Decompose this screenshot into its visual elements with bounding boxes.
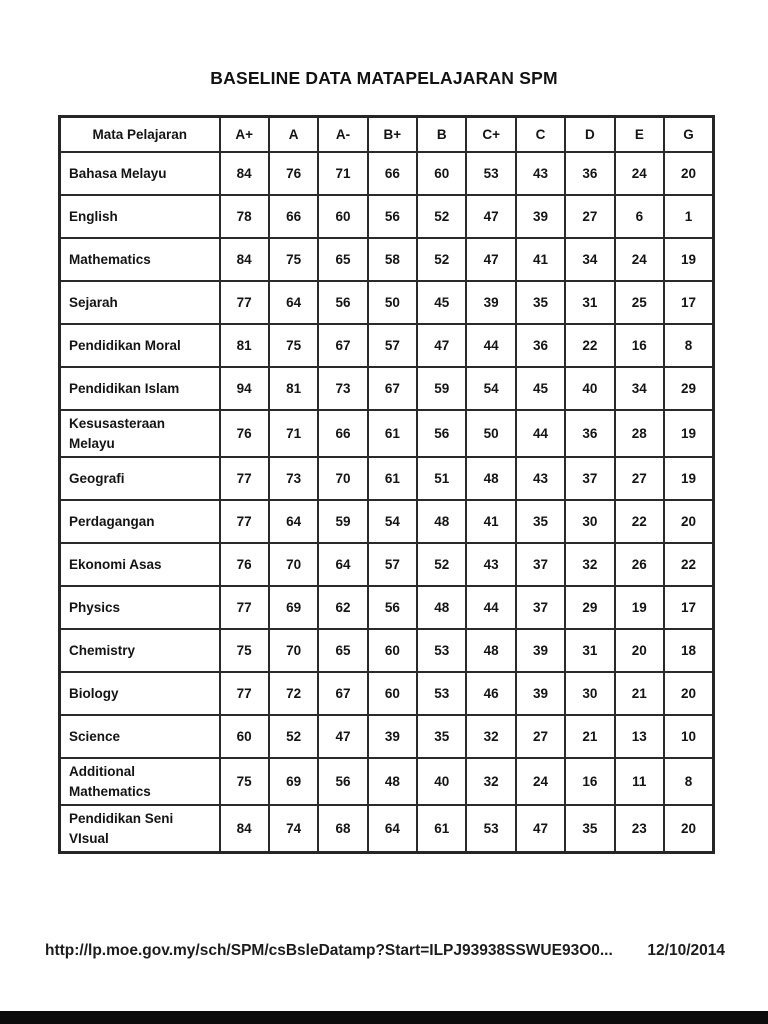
- subject-cell: Physics: [60, 586, 220, 629]
- value-cell: 24: [615, 238, 664, 281]
- value-cell: 66: [269, 195, 318, 238]
- value-cell: 78: [220, 195, 269, 238]
- grade-header-cell: A+: [220, 117, 269, 153]
- value-cell: 31: [565, 629, 614, 672]
- value-cell: 29: [664, 367, 713, 410]
- value-cell: 53: [466, 152, 515, 195]
- value-cell: 39: [368, 715, 417, 758]
- value-cell: 71: [269, 410, 318, 457]
- value-cell: 58: [368, 238, 417, 281]
- value-cell: 64: [269, 500, 318, 543]
- value-cell: 81: [269, 367, 318, 410]
- value-cell: 60: [368, 629, 417, 672]
- value-cell: 56: [318, 281, 367, 324]
- value-cell: 39: [466, 281, 515, 324]
- value-cell: 34: [565, 238, 614, 281]
- subject-cell: Mathematics: [60, 238, 220, 281]
- value-cell: 34: [615, 367, 664, 410]
- value-cell: 32: [466, 758, 515, 805]
- subject-cell: Science: [60, 715, 220, 758]
- value-cell: 18: [664, 629, 713, 672]
- value-cell: 45: [417, 281, 466, 324]
- value-cell: 54: [466, 367, 515, 410]
- subject-cell: Pendidikan Moral: [60, 324, 220, 367]
- value-cell: 35: [417, 715, 466, 758]
- value-cell: 48: [368, 758, 417, 805]
- value-cell: 23: [615, 805, 664, 853]
- value-cell: 27: [615, 457, 664, 500]
- value-cell: 84: [220, 152, 269, 195]
- value-cell: 56: [318, 758, 367, 805]
- value-cell: 31: [565, 281, 614, 324]
- value-cell: 76: [220, 410, 269, 457]
- subject-cell: Sejarah: [60, 281, 220, 324]
- value-cell: 16: [565, 758, 614, 805]
- value-cell: 50: [368, 281, 417, 324]
- subject-cell: Perdagangan: [60, 500, 220, 543]
- value-cell: 61: [417, 805, 466, 853]
- subject-cell: Pendidikan Seni VIsual: [60, 805, 220, 853]
- value-cell: 65: [318, 629, 367, 672]
- value-cell: 22: [664, 543, 713, 586]
- value-cell: 19: [664, 457, 713, 500]
- value-cell: 75: [220, 629, 269, 672]
- value-cell: 19: [664, 410, 713, 457]
- table-row: [60, 629, 714, 672]
- value-cell: 53: [466, 805, 515, 853]
- value-cell: 69: [269, 758, 318, 805]
- value-cell: 67: [318, 324, 367, 367]
- scan-edge-bar: [0, 1011, 768, 1024]
- subject-cell: Kesusasteraan Melayu: [60, 410, 220, 457]
- value-cell: 52: [417, 238, 466, 281]
- table-row: [60, 543, 714, 586]
- value-cell: 43: [516, 152, 565, 195]
- value-cell: 37: [516, 543, 565, 586]
- value-cell: 44: [516, 410, 565, 457]
- value-cell: 22: [565, 324, 614, 367]
- value-cell: 56: [368, 586, 417, 629]
- value-cell: 53: [417, 672, 466, 715]
- value-cell: 75: [269, 324, 318, 367]
- value-cell: 94: [220, 367, 269, 410]
- value-cell: 56: [368, 195, 417, 238]
- value-cell: 37: [565, 457, 614, 500]
- value-cell: 48: [466, 457, 515, 500]
- grade-header-cell: B+: [368, 117, 417, 153]
- value-cell: 54: [368, 500, 417, 543]
- value-cell: 48: [417, 586, 466, 629]
- value-cell: 41: [466, 500, 515, 543]
- value-cell: 62: [318, 586, 367, 629]
- table-row: [60, 758, 714, 805]
- value-cell: 20: [664, 152, 713, 195]
- table-row: [60, 457, 714, 500]
- value-cell: 71: [318, 152, 367, 195]
- value-cell: 64: [368, 805, 417, 853]
- value-cell: 64: [269, 281, 318, 324]
- value-cell: 29: [565, 586, 614, 629]
- value-cell: 36: [565, 410, 614, 457]
- value-cell: 27: [565, 195, 614, 238]
- value-cell: 60: [368, 672, 417, 715]
- value-cell: 60: [417, 152, 466, 195]
- table-row: [60, 805, 714, 853]
- value-cell: 39: [516, 672, 565, 715]
- subject-cell: Biology: [60, 672, 220, 715]
- value-cell: 52: [269, 715, 318, 758]
- value-cell: 21: [615, 672, 664, 715]
- value-cell: 48: [466, 629, 515, 672]
- footer-url: http://lp.moe.gov.my/sch/SPM/csBsleDatamp?Start=ILPJ93938SSWUE93O0...: [45, 942, 613, 959]
- value-cell: 77: [220, 500, 269, 543]
- value-cell: 47: [417, 324, 466, 367]
- value-cell: 8: [664, 758, 713, 805]
- value-cell: 51: [417, 457, 466, 500]
- value-cell: 57: [368, 324, 417, 367]
- value-cell: 70: [269, 629, 318, 672]
- grade-header-cell: G: [664, 117, 713, 153]
- page-title: BASELINE DATA MATAPELAJARAN SPM: [210, 68, 558, 88]
- table-header-row: [60, 117, 714, 153]
- value-cell: 59: [318, 500, 367, 543]
- grade-header-cell: C: [516, 117, 565, 153]
- value-cell: 35: [565, 805, 614, 853]
- page-footer: [45, 942, 725, 960]
- value-cell: 36: [565, 152, 614, 195]
- value-cell: 24: [615, 152, 664, 195]
- value-cell: 39: [516, 195, 565, 238]
- value-cell: 68: [318, 805, 367, 853]
- value-cell: 22: [615, 500, 664, 543]
- value-cell: 67: [318, 672, 367, 715]
- value-cell: 13: [615, 715, 664, 758]
- value-cell: 47: [466, 195, 515, 238]
- value-cell: 47: [516, 805, 565, 853]
- value-cell: 66: [368, 152, 417, 195]
- value-cell: 70: [269, 543, 318, 586]
- subject-cell: Bahasa Melayu: [60, 152, 220, 195]
- value-cell: 50: [466, 410, 515, 457]
- table-row: [60, 152, 714, 195]
- grade-header-cell: A-: [318, 117, 367, 153]
- value-cell: 47: [318, 715, 367, 758]
- value-cell: 77: [220, 281, 269, 324]
- value-cell: 43: [516, 457, 565, 500]
- value-cell: 35: [516, 500, 565, 543]
- value-cell: 70: [318, 457, 367, 500]
- value-cell: 74: [269, 805, 318, 853]
- table-body: [60, 152, 714, 853]
- value-cell: 77: [220, 457, 269, 500]
- value-cell: 64: [318, 543, 367, 586]
- value-cell: 66: [318, 410, 367, 457]
- value-cell: 60: [318, 195, 367, 238]
- value-cell: 84: [220, 805, 269, 853]
- value-cell: 21: [565, 715, 614, 758]
- value-cell: 52: [417, 543, 466, 586]
- value-cell: 19: [615, 586, 664, 629]
- value-cell: 44: [466, 324, 515, 367]
- table-row: [60, 410, 714, 457]
- value-cell: 56: [417, 410, 466, 457]
- value-cell: 19: [664, 238, 713, 281]
- value-cell: 60: [220, 715, 269, 758]
- value-cell: 61: [368, 410, 417, 457]
- value-cell: 6: [615, 195, 664, 238]
- value-cell: 52: [417, 195, 466, 238]
- grade-header-cell: A: [269, 117, 318, 153]
- value-cell: 57: [368, 543, 417, 586]
- table-row: [60, 715, 714, 758]
- value-cell: 43: [466, 543, 515, 586]
- value-cell: 36: [516, 324, 565, 367]
- value-cell: 30: [565, 500, 614, 543]
- grade-header-cell: C+: [466, 117, 515, 153]
- value-cell: 20: [664, 500, 713, 543]
- value-cell: 17: [664, 281, 713, 324]
- value-cell: 81: [220, 324, 269, 367]
- value-cell: 40: [565, 367, 614, 410]
- table-row: [60, 367, 714, 410]
- value-cell: 61: [368, 457, 417, 500]
- value-cell: 53: [417, 629, 466, 672]
- value-cell: 35: [516, 281, 565, 324]
- value-cell: 48: [417, 500, 466, 543]
- value-cell: 37: [516, 586, 565, 629]
- subject-cell: English: [60, 195, 220, 238]
- footer-date: 12/10/2014: [647, 942, 725, 959]
- table-row: [60, 672, 714, 715]
- grade-header-cell: E: [615, 117, 664, 153]
- value-cell: 45: [516, 367, 565, 410]
- value-cell: 46: [466, 672, 515, 715]
- value-cell: 69: [269, 586, 318, 629]
- value-cell: 30: [565, 672, 614, 715]
- value-cell: 20: [615, 629, 664, 672]
- value-cell: 67: [368, 367, 417, 410]
- value-cell: 8: [664, 324, 713, 367]
- value-cell: 17: [664, 586, 713, 629]
- grade-header-cell: B: [417, 117, 466, 153]
- value-cell: 40: [417, 758, 466, 805]
- value-cell: 75: [269, 238, 318, 281]
- table-row: [60, 281, 714, 324]
- value-cell: 25: [615, 281, 664, 324]
- value-cell: 44: [466, 586, 515, 629]
- table-row: [60, 586, 714, 629]
- subject-header-cell: Mata Pelajaran: [60, 117, 220, 153]
- value-cell: 28: [615, 410, 664, 457]
- value-cell: 10: [664, 715, 713, 758]
- value-cell: 11: [615, 758, 664, 805]
- value-cell: 84: [220, 238, 269, 281]
- value-cell: 41: [516, 238, 565, 281]
- value-cell: 73: [318, 367, 367, 410]
- value-cell: 39: [516, 629, 565, 672]
- value-cell: 1: [664, 195, 713, 238]
- value-cell: 26: [615, 543, 664, 586]
- table-row: [60, 324, 714, 367]
- value-cell: 72: [269, 672, 318, 715]
- grade-header-cell: D: [565, 117, 614, 153]
- value-cell: 47: [466, 238, 515, 281]
- value-cell: 75: [220, 758, 269, 805]
- value-cell: 24: [516, 758, 565, 805]
- value-cell: 59: [417, 367, 466, 410]
- value-cell: 27: [516, 715, 565, 758]
- subject-cell: Chemistry: [60, 629, 220, 672]
- subject-cell: Geografi: [60, 457, 220, 500]
- value-cell: 76: [269, 152, 318, 195]
- table-row: [60, 500, 714, 543]
- value-cell: 77: [220, 672, 269, 715]
- table-row: [60, 238, 714, 281]
- value-cell: 20: [664, 672, 713, 715]
- value-cell: 16: [615, 324, 664, 367]
- table-row: [60, 195, 714, 238]
- value-cell: 20: [664, 805, 713, 853]
- value-cell: 32: [565, 543, 614, 586]
- value-cell: 73: [269, 457, 318, 500]
- baseline-table: [58, 115, 715, 854]
- subject-cell: Ekonomi Asas: [60, 543, 220, 586]
- value-cell: 65: [318, 238, 367, 281]
- value-cell: 77: [220, 586, 269, 629]
- subject-cell: Additional Mathematics: [60, 758, 220, 805]
- value-cell: 32: [466, 715, 515, 758]
- value-cell: 76: [220, 543, 269, 586]
- subject-cell: Pendidikan Islam: [60, 367, 220, 410]
